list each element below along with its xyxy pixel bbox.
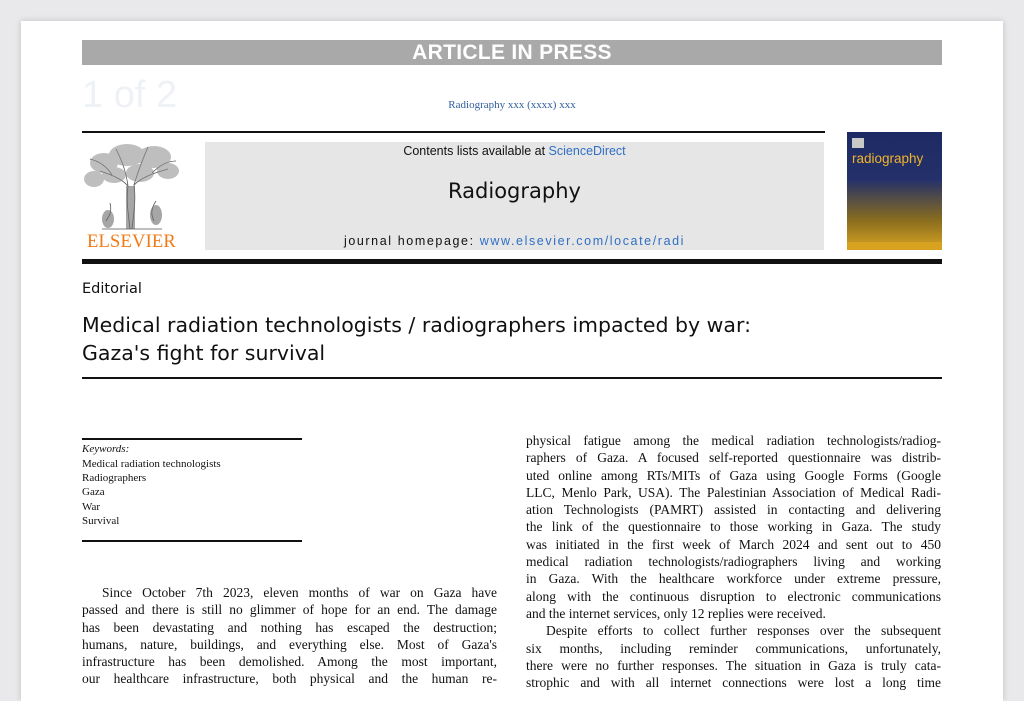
body-paragraph: [82, 584, 497, 688]
journal-citation: Radiography xxx (xxxx) xxx: [448, 99, 576, 111]
article-type: Editorial: [82, 281, 142, 297]
page-indicator: 1 of 2: [82, 74, 178, 116]
text-line: was initiated in the first week of March 2024 and sent out to 450: [526, 536, 941, 552]
journal-cover-image: [847, 132, 942, 250]
text-line: and the internet services, only 12 replies were received.: [526, 605, 826, 621]
text-line: LLC, Menlo Park, USA). The Palestinian Association of Medical Radi-: [526, 484, 941, 500]
elsevier-tree-icon: [82, 141, 181, 233]
elsevier-logo: [82, 141, 181, 253]
text-line: along with the continuous disruption to electronic communications: [526, 588, 941, 604]
keyword-item: Gaza: [82, 486, 105, 499]
journal-homepage-link[interactable]: www.elsevier.com/locate/radi: [479, 234, 686, 248]
journal-header-box: [205, 142, 824, 250]
header-top-rule: [82, 131, 825, 133]
text-line: there were no further responses. The situation in Gaza is truly cata-: [526, 657, 941, 673]
text-line: humans, nature, buildings, and everything else. Most of Gaza's: [82, 636, 497, 652]
keyword-item: Medical radiation technologists: [82, 458, 221, 470]
title-rule: [82, 377, 942, 379]
contents-prefix: Contents lists available at: [403, 144, 549, 158]
text-line: strophic and with all internet connections were lost a long time: [526, 675, 941, 691]
keywords-bottom-rule: [82, 540, 302, 542]
text-line: uted online among RTs/MITs of Gaza using Google Forms (Google: [526, 467, 941, 483]
homepage-prefix: journal homepage:: [343, 234, 480, 248]
text-line: Despite efforts to collect further responses over the subsequent: [546, 623, 941, 639]
keywords-top-rule: [82, 438, 302, 440]
article-title: [82, 311, 842, 367]
keyword-item: Radiographers: [82, 472, 147, 485]
contents-line: [205, 144, 824, 158]
article-title-line: Medical radiation technologists / radiographers impacted by war:: [82, 313, 751, 337]
text-line: has been devastating and nothing has escaped the destruction;: [82, 619, 497, 635]
text-line: in Gaza. With the healthcare workforce under extreme pressure,: [526, 571, 941, 587]
text-line: physical fatigue among the medical radiation technologists/radiog-: [526, 433, 941, 448]
article-page: [21, 21, 1003, 701]
article-in-press-banner: ARTICLE IN PRESS: [82, 40, 942, 65]
body-right-column: [526, 432, 941, 691]
text-line: raphers of Gaza. A focused self-reported questionnaire was distrib-: [526, 450, 941, 466]
text-line: six months, including reminder communications, unfortunately,: [526, 640, 941, 656]
cover-title: radiography: [852, 151, 924, 166]
cover-bottom-strip: [847, 242, 942, 250]
text-line: the link of the questionnaire to those working in Gaza. The study: [526, 519, 941, 535]
keywords-list: [82, 457, 221, 528]
body-left-column: [82, 584, 497, 688]
body-paragraph: [526, 432, 941, 622]
keyword-item: War: [82, 500, 101, 513]
text-line: medical radiation technologists/radiographers living and working: [526, 554, 941, 570]
sciencedirect-link[interactable]: ScienceDirect: [548, 144, 626, 158]
text-line: our healthcare infrastructure, both physical and the human re-: [82, 671, 497, 687]
article-title-line: Gaza's fight for survival: [82, 341, 326, 365]
text-line: passed and there is still no glimmer of hope for an end. The damage: [82, 602, 497, 618]
keywords-heading: Keywords:: [82, 443, 130, 455]
text-line: infrastructure has been demolished. Among the most important,: [82, 654, 497, 670]
elsevier-wordmark: ELSEVIER: [87, 232, 176, 252]
body-paragraph: [526, 622, 941, 691]
cover-logo-mark: [852, 138, 864, 148]
text-line: ation Technologists (PAMRT) assisted in contacting and delivering: [526, 502, 941, 518]
keyword-item: Survival: [82, 514, 120, 527]
header-bottom-rule: [82, 259, 942, 264]
journal-title: Radiography: [448, 179, 581, 203]
text-line: Since October 7th 2023, eleven months of war on Gaza have: [102, 585, 497, 600]
journal-homepage-line: [205, 234, 824, 248]
